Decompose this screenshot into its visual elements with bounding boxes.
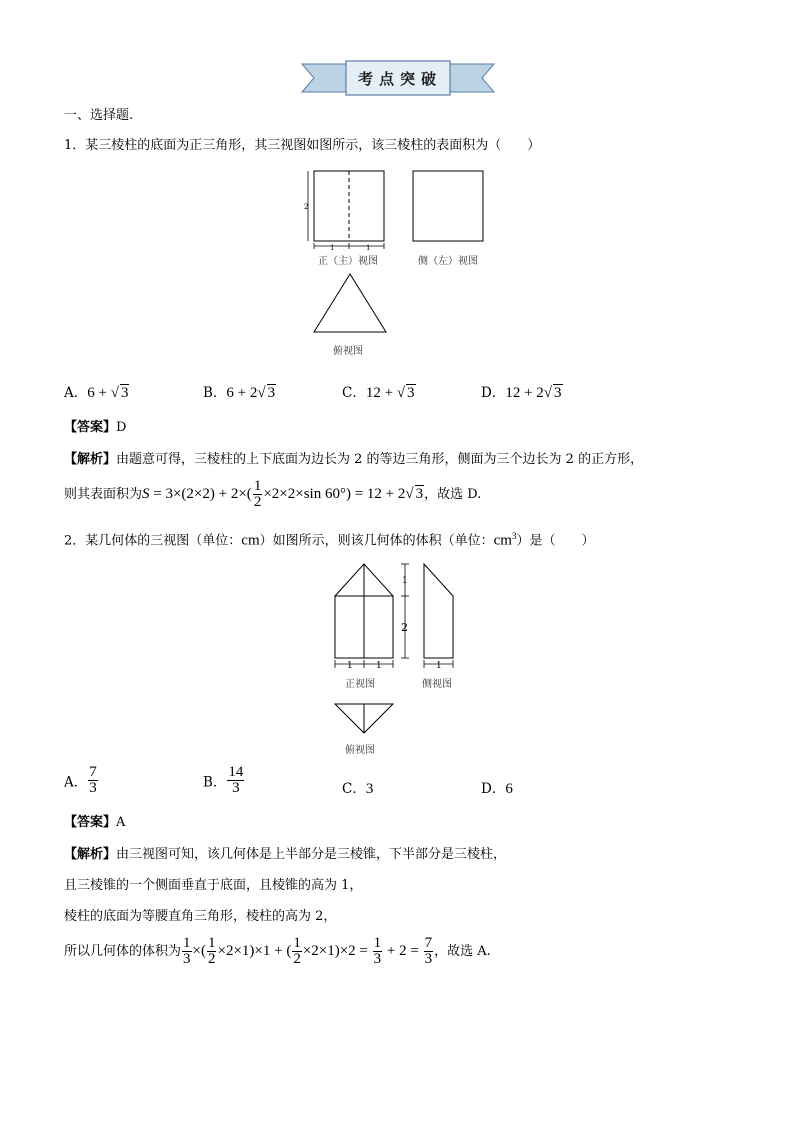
q1-option-c-label: C． xyxy=(342,385,366,401)
q1-option-b-pre: 6 + 2 xyxy=(226,385,258,401)
q2-analysis-line3: 棱柱的底面为等腰直角三角形，棱柱的高为 2， xyxy=(64,909,337,924)
q1-option-d-pre: 12 + 2 xyxy=(505,385,544,401)
q2-unit-cm3: cm xyxy=(493,532,512,549)
q1-three-view-figure xyxy=(300,166,500,362)
q1-side-caption: 侧（左）视图 xyxy=(418,256,478,267)
q2-stem xyxy=(64,527,594,550)
q2-stem-post: ）是（ ） xyxy=(516,533,595,549)
q1-analysis-line1 xyxy=(64,451,643,469)
q1-height-label: 2 xyxy=(304,203,309,211)
q2-analysis-line4 xyxy=(64,934,491,969)
q1-option-a-radicand: 3 xyxy=(120,385,129,401)
q2-option-b[interactable] xyxy=(203,765,245,796)
q2-answer-line xyxy=(64,814,125,832)
q1-option-d[interactable]: D．12 + 2√ 3 xyxy=(481,385,562,401)
q1-analysis-formula-intro: 则其表面积为 xyxy=(64,487,143,502)
q2-option-b-label: B． xyxy=(203,774,227,791)
q2-option-a-label: A． xyxy=(64,774,88,791)
q1-width-label-left: 1 xyxy=(330,244,335,252)
q1-option-d-label: D． xyxy=(481,385,506,401)
q2-option-b-fraction: $\frac{14}{3}$ xyxy=(228,764,244,796)
q1-formula-part2: ×2×2×sin 60°) = 12 + 2 xyxy=(263,486,406,502)
q2-front-caption: 正视图 xyxy=(345,679,375,690)
q2-formula-term-2: ×2×1)×1 + ( xyxy=(217,943,292,959)
q2-analysis-line2: 且三棱锥的一个侧面垂直于底面，且棱锥的高为 1， xyxy=(64,878,363,893)
q1-formula-part1: = 3×(2×2) + 2×( xyxy=(149,486,252,502)
q1-front-caption: 正（主）视图 xyxy=(318,256,378,267)
q2-formula-frac-1: $\frac{1}{3}$ xyxy=(183,935,191,967)
q2-option-a[interactable] xyxy=(64,765,99,796)
q1-analysis-tag: 【解析】 xyxy=(64,452,117,467)
q1-top-caption: 俯视图 xyxy=(333,346,363,357)
q2-formula-frac-2: $\frac{1}{2}$ xyxy=(207,935,216,967)
q2-side-view-shape xyxy=(424,564,453,658)
q1-analysis-text1: 由题意可得，三棱柱的上下底面为边长为 2 的等边三角形，侧面为三个边长为 2 的正方形， xyxy=(116,452,644,467)
q1-width-label-right: 1 xyxy=(366,244,371,252)
q1-option-a-pre: 6 + xyxy=(87,385,111,401)
q2-diagram xyxy=(325,560,475,760)
q2-option-c-label: C． xyxy=(342,781,366,797)
q2-analysis-line1 xyxy=(64,846,506,864)
q2-top-caption: 俯视图 xyxy=(345,745,375,756)
q2-formula-term-3: ×2×1)×2 = xyxy=(302,943,372,959)
q1-option-c[interactable]: C．12 + √ 3 xyxy=(342,385,415,401)
q1-option-b-radicand: 3 xyxy=(267,385,276,401)
q1-side-view-rect xyxy=(413,171,483,241)
q2-analysis-formula-intro: 所以几何体的体积为 xyxy=(64,944,182,959)
q1-option-d-radicand: 3 xyxy=(554,385,562,401)
q1-option-b-label: B． xyxy=(203,385,227,401)
q2-analysis-conclusion: ，故选 A. xyxy=(434,944,491,959)
q2-width-side-label: 1 xyxy=(436,661,442,671)
q2-side-caption: 侧视图 xyxy=(422,679,452,690)
q1-option-a-label: A． xyxy=(64,385,88,401)
q1-top-view-triangle xyxy=(314,274,386,332)
q2-option-c-value: 3 xyxy=(365,781,374,797)
q2-top-dim-label: 1 xyxy=(402,576,408,586)
section-heading: 一、选择题. xyxy=(64,108,134,123)
q1-option-b[interactable]: B．6 + 2√ 3 xyxy=(203,385,276,401)
q1-stem: 1．某三棱柱的底面为正三角形，其三视图如图所示，该三棱柱的表面积为（ ） xyxy=(64,138,541,153)
q2-width-right-label: 1 xyxy=(376,661,382,671)
q2-unit-exponent: 3 xyxy=(511,531,517,541)
q2-width-left-label: 1 xyxy=(347,661,353,671)
q1-formula-s: S xyxy=(142,486,150,502)
q2-analysis-text1: 由三视图可知，该几何体是上半部分是三棱锥，下半部分是三棱柱， xyxy=(116,847,507,862)
q1-answer-tag: 【答案】 xyxy=(64,420,117,435)
banner-title: 考点突破 xyxy=(358,70,443,88)
q2-stem-mid: ）如图所示，则该几何体的体积（单位： xyxy=(259,533,494,549)
q1-option-a[interactable]: A．6 + √ 3 xyxy=(64,385,129,401)
q2-three-view-figure xyxy=(325,560,475,760)
q1-formula-fraction: $\frac{1}{2}$ xyxy=(253,478,262,510)
q2-option-a-fraction: $\frac{7}{3}$ xyxy=(89,764,97,796)
q2-formula-frac-4: $\frac{1}{3}$ xyxy=(373,935,382,967)
q2-formula-frac-3: $\frac{1}{2}$ xyxy=(293,935,301,967)
q2-mid-dim-label: 2 xyxy=(401,621,408,634)
q2-option-d[interactable] xyxy=(481,777,513,798)
q2-formula-term-1: ×( xyxy=(192,943,206,959)
q2-answer-value: A xyxy=(116,815,126,830)
q1-answer-value: D xyxy=(116,420,127,435)
q2-unit-cm: cm xyxy=(241,532,260,549)
q2-option-d-label: D． xyxy=(481,781,506,797)
q1-diagram xyxy=(300,166,500,362)
q1-option-c-radicand: 3 xyxy=(407,385,415,401)
q2-option-c[interactable] xyxy=(342,777,373,798)
q1-answer-line xyxy=(64,419,126,437)
q1-analysis-conclusion: ，故选 D. xyxy=(424,487,482,502)
q2-analysis-tag: 【解析】 xyxy=(64,847,117,862)
q2-formula-term-4: + 2 = xyxy=(383,943,423,959)
q1-formula-radicand: 3 xyxy=(415,486,424,502)
q1-analysis-line2: 则其表面积为S = 3×(2×2) + 2×( $\frac{1}{2}$ ×2×2×sin 60°) = 12 + 2√ 3，故选 D. xyxy=(64,478,482,510)
q2-formula-frac-5: $\frac{7}{3}$ xyxy=(424,935,433,967)
q1-option-c-pre: 12 + xyxy=(365,385,397,401)
q2-option-d-value: 6 xyxy=(505,781,513,797)
header-banner xyxy=(300,58,496,98)
q2-answer-tag: 【答案】 xyxy=(64,815,117,830)
q2-stem-pre: 2．某几何体的三视图（单位： xyxy=(64,533,242,549)
